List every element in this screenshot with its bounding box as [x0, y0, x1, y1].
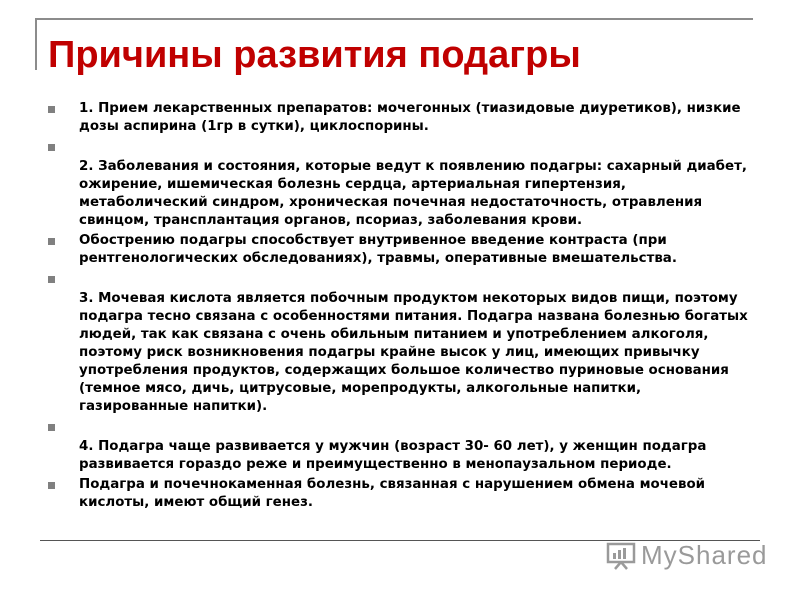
presentation-board-icon — [605, 539, 637, 571]
list-item — [48, 138, 748, 230]
list-item — [48, 232, 748, 268]
bullet-square-icon — [48, 238, 55, 245]
blank-line — [79, 418, 748, 438]
left-divider — [35, 18, 37, 70]
bullet-square-icon — [48, 276, 55, 283]
bullet-text: 2. Заболевания и состояния, которые ведут к появлению подагры: сахарный диабет, ожирение, ишемическая болезнь сердца, артериальная гипертензия, метаболический синдром, хроническая почечная недостаточность, отравления свинцом, трансплантация органов, псориаз, заболевания крови. — [79, 159, 747, 228]
slide-title: Причины развития подагры — [48, 34, 581, 76]
bullet-text-block — [79, 418, 748, 474]
list-item — [48, 100, 748, 136]
list-item — [48, 270, 748, 416]
blank-line — [79, 138, 748, 158]
bullet-text: 3. Мочевая кислота является побочным продуктом некоторых видов пищи, поэтому подагра тесно связана с особенностями питания. Подагра названа болезнью богатых людей, так как связана с очень обильным питанием и употреблением алкоголя, поэтому риск возникновения подагры крайне высок у лиц, имеющих привычку употребления продуктов, содержащих большое количество пуриновые основания (темное мясо, дичь, цитрусовые, морепродукты, алкогольные напитки, газированные напитки). — [79, 291, 748, 414]
bullet-text: Подагра и почечнокаменная болезнь, связанная с нарушением обмена мочевой кислоты, имеют общий генез. — [79, 477, 706, 510]
logo-text: MyShared — [641, 539, 768, 570]
list-item — [48, 418, 748, 474]
bullet-square-icon — [48, 106, 55, 113]
blank-line — [79, 270, 748, 290]
bullet-text: 1. Прием лекарственных препаратов: мочегонных (тиазидовые диуретиков), низкие дозы аспирина (1гр в сутки), циклоспорины. — [79, 101, 741, 134]
list-item — [48, 476, 748, 512]
bullet-list — [48, 100, 748, 514]
bullet-text: 4. Подагра чаще развивается у мужчин (возраст 30- 60 лет), у женщин подагра развивается гораздо реже и преимущественно в менопаузальном периоде. — [79, 439, 707, 472]
bullet-square-icon — [48, 482, 55, 489]
myshared-logo[interactable] — [605, 538, 768, 572]
top-divider — [35, 18, 753, 20]
bullet-text-block — [79, 138, 748, 230]
bullet-square-icon — [48, 424, 55, 431]
bullet-square-icon — [48, 144, 55, 151]
bullet-text: Обострению подагры способствует внутривенное введение контраста (при рентгенологических обследованиях), травмы, оперативные вмешательства. — [79, 233, 677, 266]
bullet-text-block — [79, 270, 748, 416]
